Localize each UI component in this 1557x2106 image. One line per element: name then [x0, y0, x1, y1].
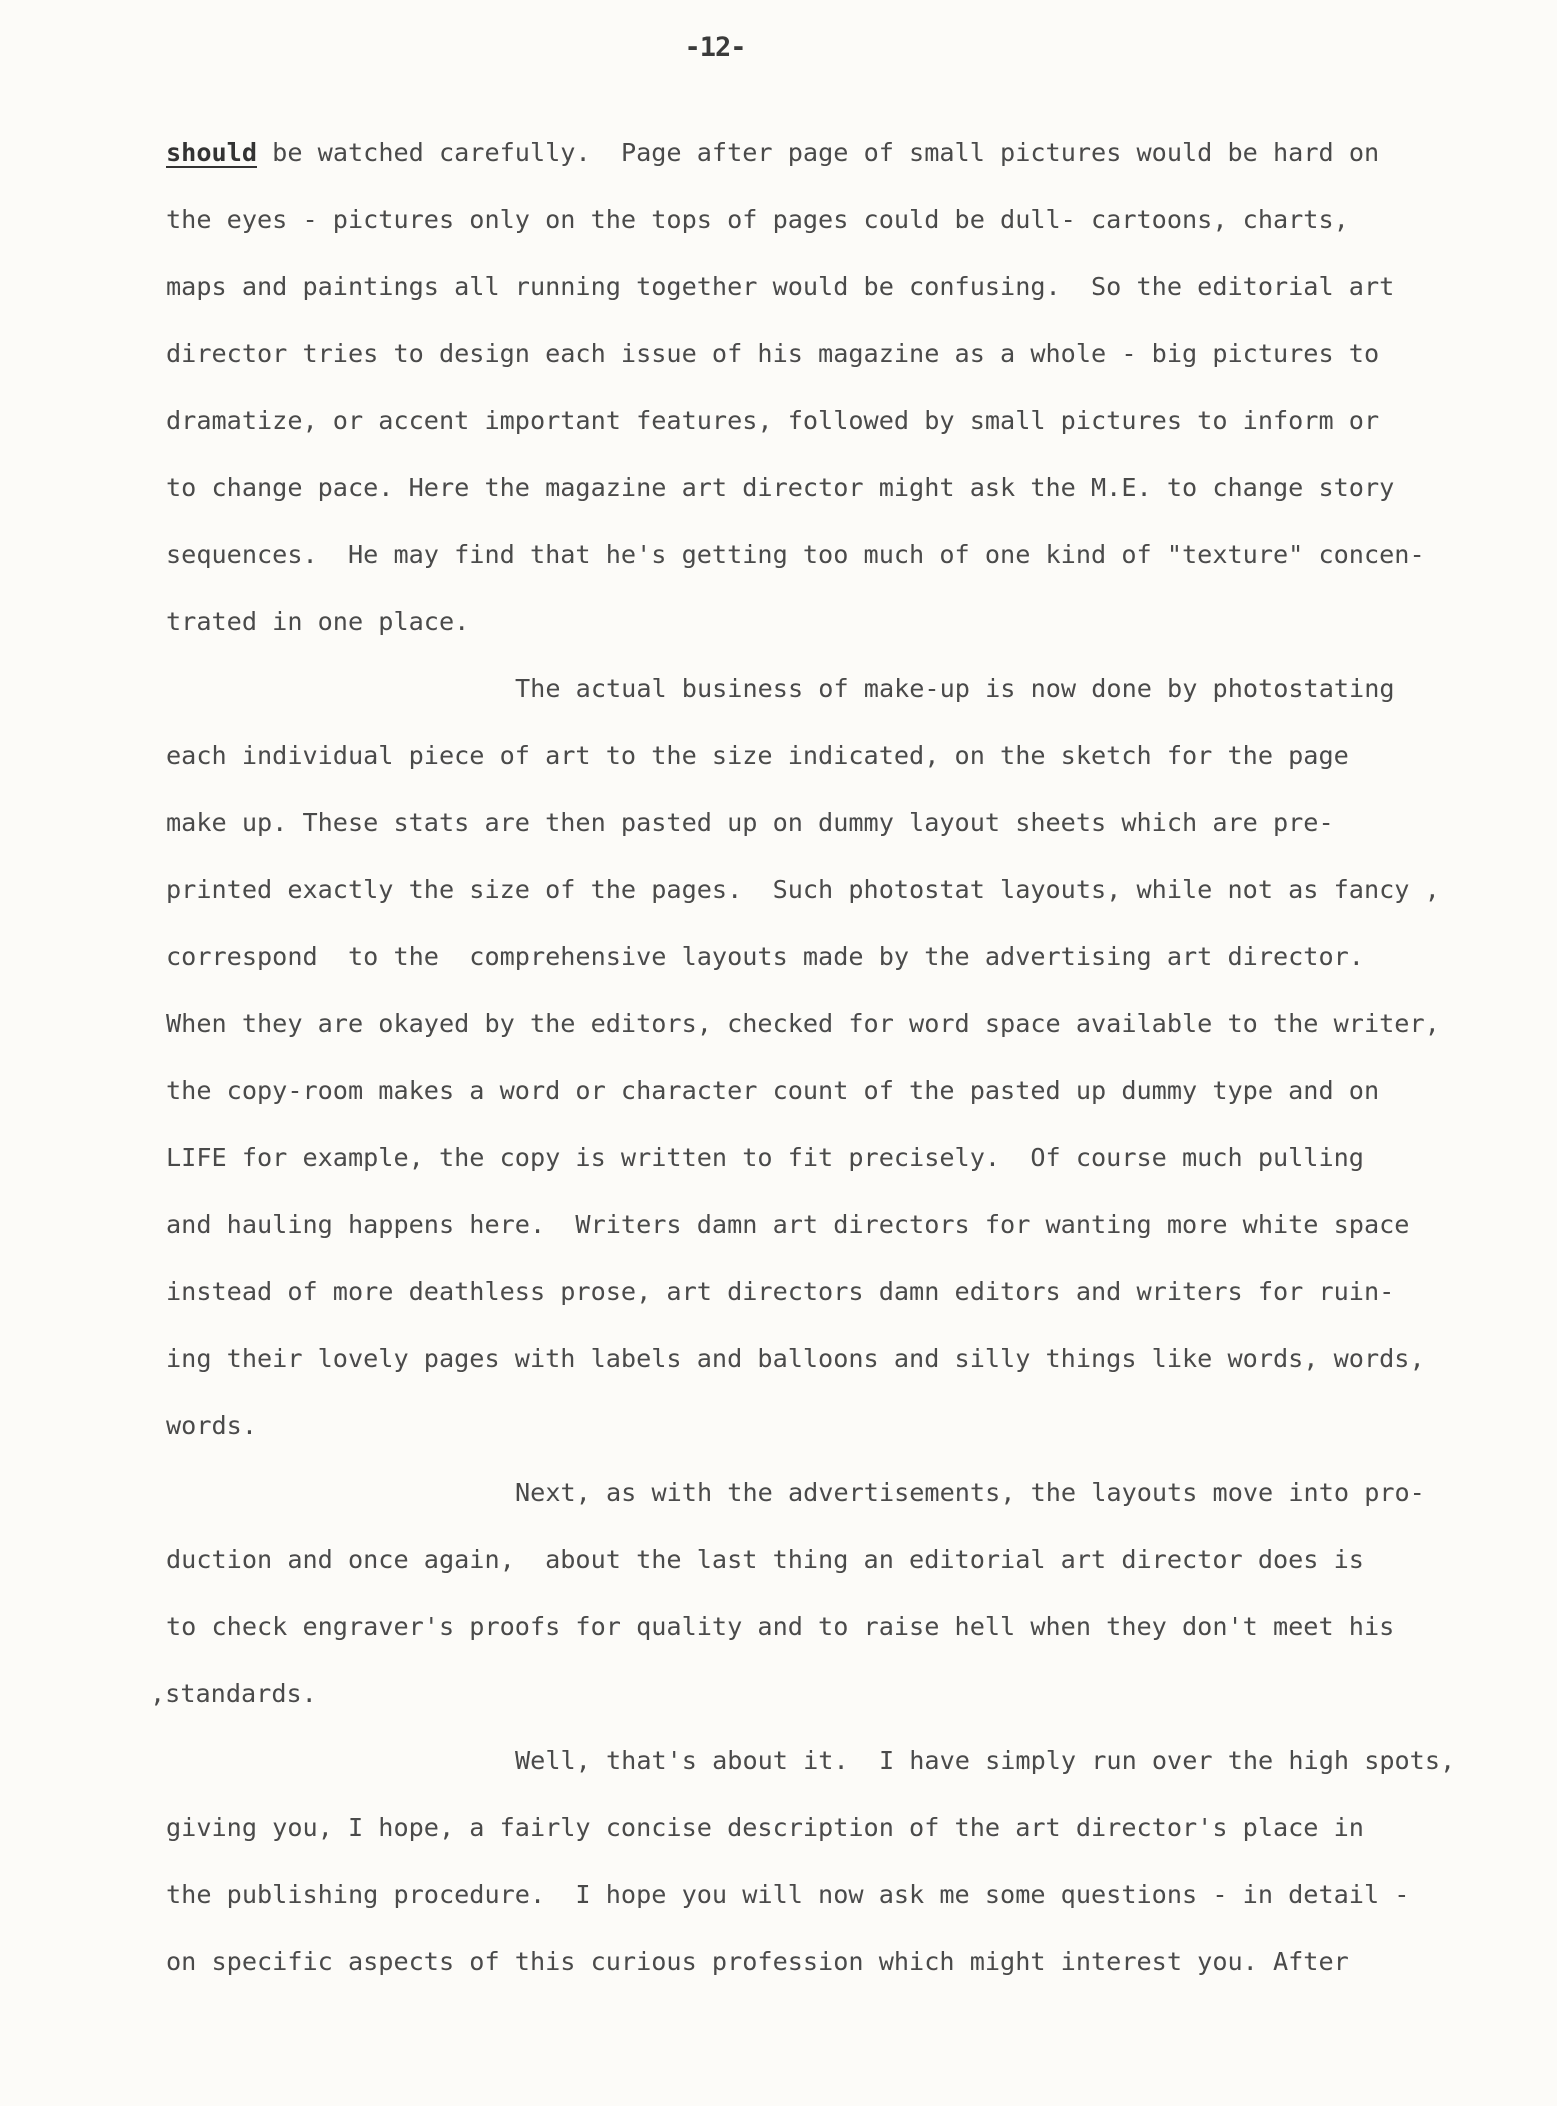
text-line-10: each individual piece of art to the size indicated, on the sketch for the page: [166, 741, 1349, 770]
text-line-17: and hauling happens here. Writers damn art directors for wanting more white space: [166, 1210, 1410, 1239]
text-line-27: the publishing procedure. I hope you will now ask me some questions - in detail -: [166, 1880, 1410, 1909]
text-line-8: trated in one place.: [166, 607, 470, 636]
text-line-4: director tries to design each issue of his magazine as a whole - big pictures to: [166, 339, 1380, 368]
text-line-19: ing their lovely pages with labels and balloons and silly things like words, words,: [166, 1344, 1425, 1373]
line-text: be watched carefully. Page after page of small pictures would be hard on: [257, 138, 1380, 167]
text-line-22: duction and once again, about the last thing an editorial art director does is: [166, 1545, 1364, 1574]
text-line-13: correspond to the comprehensive layouts made by the advertising art director.: [166, 942, 1364, 971]
underlined-word: should: [166, 138, 257, 167]
text-line-26: giving you, I hope, a fairly concise description of the art director's place in: [166, 1813, 1364, 1842]
text-line-12: printed exactly the size of the pages. Such photostat layouts, while not as fancy ,: [166, 875, 1440, 904]
text-line-20: words.: [166, 1411, 257, 1440]
text-line-25: Well, that's about it. I have simply run over the high spots,: [515, 1746, 1456, 1775]
text-line-6: to change pace. Here the magazine art director might ask the M.E. to change story: [166, 473, 1395, 502]
text-line-11: make up. These stats are then pasted up on dummy layout sheets which are pre-: [166, 808, 1334, 837]
text-line-18: instead of more deathless prose, art directors damn editors and writers for ruin-: [166, 1277, 1395, 1306]
text-line-28: on specific aspects of this curious profession which might interest you. After: [166, 1947, 1349, 1976]
text-line-14: When they are okayed by the editors, checked for word space available to the writer,: [166, 1009, 1440, 1038]
text-line-15: the copy-room makes a word or character count of the pasted up dummy type and on: [166, 1076, 1380, 1105]
text-line-1: [166, 140, 1379, 165]
text-line-16: LIFE for example, the copy is written to fit precisely. Of course much pulling: [166, 1143, 1364, 1172]
text-line-9: The actual business of make-up is now done by photostating: [515, 674, 1395, 703]
text-line-21: Next, as with the advertisements, the layouts move into pro-: [515, 1478, 1425, 1507]
text-line-2: the eyes - pictures only on the tops of pages could be dull- cartoons, charts,: [166, 205, 1349, 234]
text-line-3: maps and paintings all running together would be confusing. So the editorial art: [166, 272, 1395, 301]
text-line-23: to check engraver's proofs for quality and to raise hell when they don't meet his: [166, 1612, 1395, 1641]
text-line-7: sequences. He may find that he's getting too much of one kind of "texture" concen-: [166, 540, 1425, 569]
page-number: -12-: [684, 32, 746, 63]
text-line-24: ,standards.: [150, 1679, 317, 1708]
text-line-5: dramatize, or accent important features, followed by small pictures to inform or: [166, 406, 1380, 435]
